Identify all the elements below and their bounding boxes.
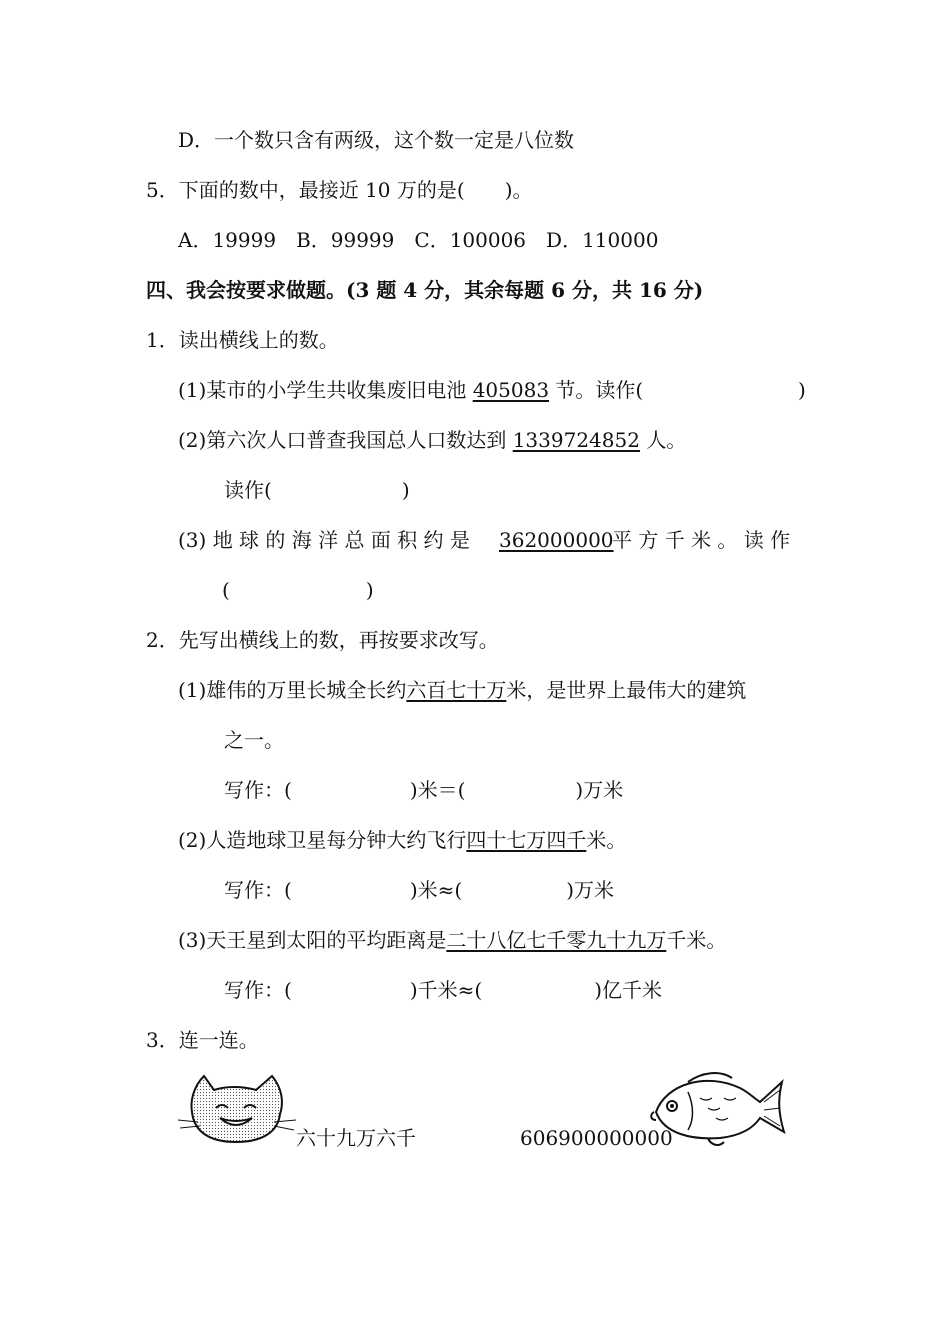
p2-a-write-2: )米＝( [409,778,466,802]
p2-c-line [178,926,726,954]
p1-c-pre: (3) 地 球 的 海 洋 总 面 积 约 是 [178,528,470,552]
p2-c-write-2: )千米≈( [409,978,483,1002]
p3-left-label[interactable]: 六十九万六千 [296,1126,416,1150]
p1-a-pre: (1)某市的小学生共收集废旧电池 [178,378,467,402]
p1-c-read [222,576,374,604]
q5-options: A．19999 B．99999 C．100006 D．110000 [178,228,659,252]
p1-b-read [224,476,410,504]
p3-right-label[interactable]: 606900000000 [520,1126,673,1150]
p2-c-write-1: 写作：( [224,978,292,1002]
p1-b-number: 1339724852 [512,428,640,452]
p1-b-line [178,426,686,454]
cat-icon [178,1070,298,1150]
p2-b-write-1: 写作：( [224,878,292,902]
p1-b-read-open: 读作( [224,478,272,502]
p2-a-pre: (1)雄伟的万里长城全长约 [178,678,407,702]
p2-c-number: 二十八亿七千零九十九万 [446,928,667,952]
p3-stem: 3．连一连。 [146,1028,259,1052]
p2-b-write-2: )米≈( [409,878,463,902]
p2-b-number: 四十七万四千 [466,828,587,852]
q5-stem: 5．下面的数中，最接近 10 万的是( )。 [146,178,533,202]
p1-stem: 1．读出横线上的数。 [146,328,339,352]
p1-a-number: 405083 [472,378,550,402]
p1-c-open: ( [222,578,230,602]
p1-c-close: ) [365,578,374,602]
p1-a-close: ) [798,378,806,402]
p2-b-post: 米。 [586,828,627,852]
p2-a-write-3: )万米 [575,778,624,802]
fish-icon [648,1068,792,1148]
p1-c-post: 平 方 千 米 。 读 作 [612,528,791,552]
p2-b-pre: (2)人造地球卫星每分钟大约飞行 [178,828,467,852]
p2-b-line [178,826,626,854]
p2-c-pre: (3)天王星到太阳的平均距离是 [178,928,447,952]
p1-c-number: 362000000 [499,528,614,552]
section4-heading: 四、我会按要求做题。(3 题 4 分，其余每题 6 分，共 16 分) [146,278,704,302]
p1-b-read-close: ) [401,478,410,502]
p2-b-write-3: )万米 [566,878,614,902]
p2-a-line [178,676,746,704]
p1-b-post: 人。 [646,428,687,452]
p2-c-write [224,976,662,1004]
p2-c-post: 千米。 [666,928,727,952]
p2-c-write-3: )亿千米 [594,978,662,1002]
p1-b-pre: (2)第六次人口普查我国总人口数达到 [178,428,507,452]
p2-a-write [224,776,623,804]
p2-stem: 2．先写出横线上的数，再按要求改写。 [146,628,499,652]
p1-a-post: 节。读作( [555,378,644,402]
q4-option-d: D．一个数只含有两级，这个数一定是八位数 [178,128,575,152]
p2-a-cont: 之一。 [224,728,284,752]
p2-a-number: 六百七十万 [406,678,507,702]
p2-a-write-1: 写作：( [224,778,292,802]
p2-b-write [224,876,614,904]
p1-a-line [178,376,643,404]
p2-a-post: 米，是世界上最伟大的建筑 [506,678,747,702]
